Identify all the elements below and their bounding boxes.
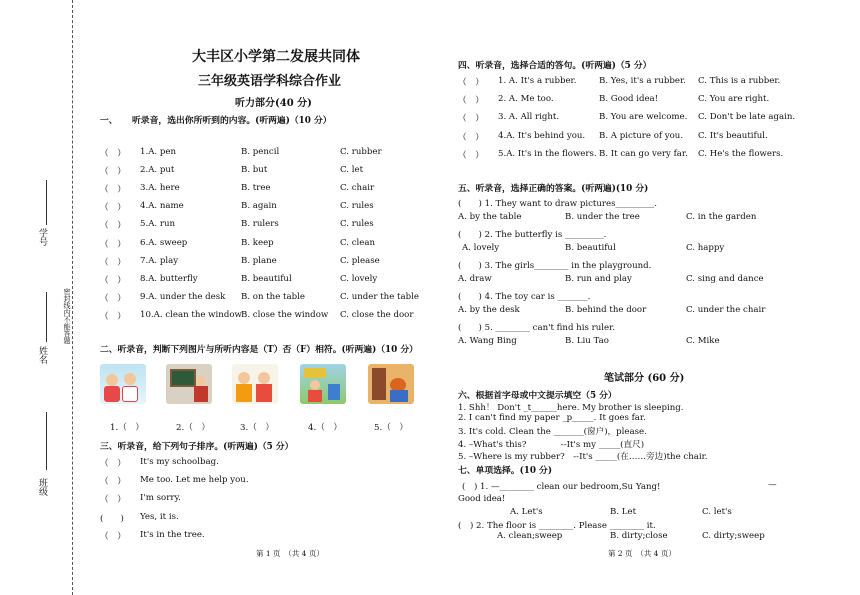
option-c[interactable]: C. You are right.	[698, 94, 770, 105]
option-c[interactable]: C. rules	[340, 201, 374, 212]
exam-school-title: 大丰区小学第二发展共同体	[192, 49, 360, 65]
order-bracket[interactable]: （ ）	[100, 531, 126, 542]
option-c[interactable]: C. clean	[340, 237, 376, 248]
class-line	[46, 412, 47, 470]
option-b[interactable]: B. Yes, it's a rubber.	[599, 76, 686, 86]
picture-2-answer[interactable]: 2.（ ）	[176, 423, 210, 433]
section7-q1-option-b[interactable]: B. Let	[610, 507, 637, 517]
fill-in-question: 2. I can't find my paper _p_____. It goes far.	[458, 413, 646, 424]
option-a[interactable]: A. by the desk	[458, 305, 520, 315]
sentence: It's my schoolbag.	[140, 457, 219, 467]
answer-bracket[interactable]: （ ）	[458, 78, 484, 88]
listening-section-title: 听力部分(40 分)	[235, 98, 312, 109]
option-c[interactable]: C. rules	[340, 219, 374, 230]
option-a[interactable]: 9.A. under the desk	[140, 291, 226, 302]
option-b[interactable]: B. A picture of you.	[599, 130, 684, 141]
option-a[interactable]: 8.A. butterfly	[140, 273, 198, 284]
order-bracket[interactable]: （ ）	[100, 495, 126, 506]
option-a[interactable]: 5.A. run	[140, 219, 176, 230]
answer-bracket[interactable]: （ ）	[458, 132, 484, 143]
section1-instruction: 听录音，选出你所听到的内容。(听两遍)（10 分）	[132, 116, 332, 126]
option-c[interactable]: C. It's beautiful.	[698, 130, 768, 141]
option-a[interactable]: 3.A. here	[140, 183, 180, 194]
option-c[interactable]: C. He's the flowers.	[698, 148, 784, 159]
section7-question-1-dash: —	[768, 480, 777, 490]
option-a[interactable]: 2. A. Me too.	[498, 94, 554, 105]
page-1-footer: 第 1 页 （共 4 页）	[256, 549, 324, 558]
option-a[interactable]: A. Wang Bing	[458, 336, 517, 346]
option-a[interactable]: 2.A. put	[140, 165, 175, 176]
option-b[interactable]: B. keep	[241, 237, 274, 248]
page-2-footer: 第 2 页 （共 4 页）	[608, 549, 676, 558]
answer-bracket[interactable]: （ ）	[100, 203, 126, 214]
section7-q1-option-c[interactable]: C. let's	[702, 507, 732, 517]
picture-4-answer[interactable]: 4.（ ）	[308, 423, 342, 433]
sentence: Yes, it is.	[140, 511, 179, 522]
option-b[interactable]: B. pencil	[241, 147, 280, 157]
picture-4-kids-playground	[300, 364, 346, 404]
written-section-title: 笔试部分 (60 分)	[604, 373, 685, 384]
option-b[interactable]: B. run and play	[565, 274, 632, 284]
question: ( ) 3. The girls________ in the playground.	[458, 261, 652, 271]
option-b[interactable]: B. tree	[241, 183, 271, 194]
option-c[interactable]: C. sing and dance	[686, 274, 764, 284]
section7-instruction: 七、单项选择。(10 分)	[458, 466, 553, 476]
answer-bracket[interactable]: （ ）	[100, 167, 126, 178]
section7-question-2: ( ) 2. The floor is ________. Please ________ it.	[458, 521, 656, 531]
option-c[interactable]: C. rubber	[340, 147, 382, 157]
question: ( ) 1. They want to draw pictures_________.	[458, 199, 657, 209]
question: ( ) 5. ________ can't find his ruler.	[458, 323, 615, 333]
option-b[interactable]: B. You are welcome.	[599, 112, 688, 123]
answer-bracket[interactable]: （ ）	[100, 293, 126, 304]
section4-instruction: 四、听录音，选择合适的答句。(听两遍)（5 分）	[458, 61, 652, 71]
option-b[interactable]: B. plane	[241, 255, 277, 266]
name-line	[46, 292, 47, 342]
option-c[interactable]: C. This is a rubber.	[698, 76, 781, 86]
answer-bracket[interactable]: （ ）	[100, 275, 126, 286]
option-b[interactable]: B. beautiful	[241, 273, 292, 284]
option-c[interactable]: C. lovely	[340, 273, 378, 284]
section1-number: 一、	[100, 116, 118, 126]
student-number-line	[46, 180, 47, 225]
answer-bracket[interactable]: （ ）	[458, 150, 484, 161]
sentence: I'm sorry.	[140, 493, 181, 504]
answer-bracket[interactable]: （ ）	[100, 257, 126, 268]
option-b[interactable]: B. It can go very far.	[599, 148, 688, 159]
option-b[interactable]: B. again	[241, 201, 277, 212]
exam-subject-title: 三年级英语学科综合作业	[198, 74, 342, 89]
fill-in-question: 3. It's cold. Clean the _______(窗户)，please.	[458, 427, 647, 438]
option-c[interactable]: C. happy	[686, 243, 725, 253]
picture-3-kids-waving	[232, 364, 278, 404]
class-label: 班级	[37, 478, 47, 496]
option-c[interactable]: C. close the door	[340, 309, 414, 320]
option-c[interactable]: C. in the garden	[686, 212, 757, 222]
seal-line-notice: 密封线内不能答题	[63, 288, 71, 344]
option-a[interactable]: 1.A. pen	[140, 147, 176, 157]
option-b[interactable]: B. behind the door	[565, 305, 647, 315]
option-b[interactable]: B. under the tree	[565, 212, 640, 222]
question: ( ) 4. The toy car is _______.	[458, 292, 591, 302]
answer-bracket[interactable]: （ ）	[100, 311, 126, 322]
sentence: It's in the tree.	[140, 529, 205, 540]
option-b[interactable]: B. close the window	[241, 309, 329, 320]
picture-5-fox-door	[368, 364, 414, 404]
option-c[interactable]: C. let	[340, 165, 364, 176]
section7-q1-option-a[interactable]: A. Let's	[510, 507, 543, 517]
name-label: 姓名	[37, 346, 47, 364]
section7-question-1-continuation: Good idea!	[458, 494, 506, 504]
option-b[interactable]: B. Good idea!	[599, 94, 659, 105]
answer-bracket[interactable]: （ ）	[458, 96, 484, 107]
picture-3-answer[interactable]: 3.（ ）	[240, 423, 274, 433]
option-a[interactable]: A. by the table	[458, 212, 522, 222]
option-a[interactable]: 4.A. It's behind you.	[498, 130, 586, 141]
answer-bracket[interactable]: （ ）	[100, 239, 126, 250]
section5-instruction: 五、听录音，选择正确的答案。(听两遍)(10 分)	[458, 184, 649, 194]
option-c[interactable]: C. please	[340, 255, 380, 266]
section7-q2-option-c[interactable]: C. dirty;sweep	[702, 531, 765, 541]
option-a[interactable]: 7.A. play	[140, 255, 179, 266]
option-c[interactable]: C. Mike	[686, 336, 720, 346]
option-b[interactable]: B. beautiful	[565, 243, 616, 253]
picture-5-answer[interactable]: 5.（ ）	[374, 423, 408, 433]
option-a[interactable]: A. draw	[458, 274, 492, 284]
option-c[interactable]: C. under the table	[340, 291, 419, 302]
picture-2-teacher-blackboard	[166, 364, 212, 404]
option-b[interactable]: B. on the table	[241, 291, 305, 302]
option-c[interactable]: C. chair	[340, 183, 375, 194]
option-b[interactable]: B. rulers	[241, 219, 279, 230]
section2-instruction: 二、听录音，判断下列图片与所听内容是（T）否（F）相符。(听两遍)（10 分）	[100, 345, 418, 355]
order-bracket[interactable]: （ ）	[100, 477, 126, 488]
option-a[interactable]: 10.A. clean the window	[140, 309, 242, 320]
section7-q2-option-a[interactable]: A. clean;sweep	[497, 531, 563, 541]
option-a[interactable]: 4.A. name	[140, 201, 184, 212]
order-bracket[interactable]: （ ）	[100, 459, 126, 469]
option-c[interactable]: C. Don't be late again.	[698, 112, 796, 123]
seal-dashed-line	[72, 0, 73, 595]
section7-question-1: ( ) 1. —________ clean our bedroom,Su Yang!	[462, 482, 661, 492]
option-a[interactable]: A. lovely	[462, 243, 500, 253]
option-a[interactable]: 3. A. All right.	[498, 112, 560, 123]
option-c[interactable]: C. under the chair	[686, 305, 766, 315]
section7-q2-option-b[interactable]: B. dirty;close	[610, 531, 668, 541]
section3-instruction: 三、听录音，给下列句子排序。(听两遍)（5 分）	[100, 442, 294, 452]
answer-bracket[interactable]: （ ）	[100, 149, 126, 159]
option-a[interactable]: 1. A. It's a rubber.	[498, 76, 577, 86]
fill-in-question: 4. –What's this? --It's my _____(直尺)	[458, 439, 645, 450]
option-a[interactable]: 5.A. It's in the flowers.	[498, 148, 597, 159]
question: ( ) 2. The butterfly is _________.	[458, 230, 607, 240]
fill-in-question: 1. Shh！ Don't _t______here. My brother is sleeping.	[458, 403, 684, 413]
student-number-label: 学号	[37, 228, 47, 246]
sentence: Me too. Let me help you.	[140, 475, 249, 486]
answer-bracket[interactable]: （ ）	[100, 185, 126, 196]
picture-1-classroom-kids	[100, 364, 146, 404]
order-bracket[interactable]: ( )	[100, 513, 124, 524]
answer-bracket[interactable]: （ ）	[458, 114, 484, 125]
option-b[interactable]: B. Liu Tao	[565, 336, 609, 346]
picture-1-answer[interactable]: 1.（ ）	[110, 423, 144, 433]
option-b[interactable]: B. but	[241, 165, 268, 176]
section6-instruction: 六、根据首字母或中文提示填空（5 分）	[458, 391, 617, 401]
fill-in-question: 5. –Where is my rubber? --It's _____(在……旁边)the chair.	[458, 451, 708, 462]
option-a[interactable]: 6.A. sweep	[140, 237, 188, 248]
answer-bracket[interactable]: （ ）	[100, 221, 126, 232]
